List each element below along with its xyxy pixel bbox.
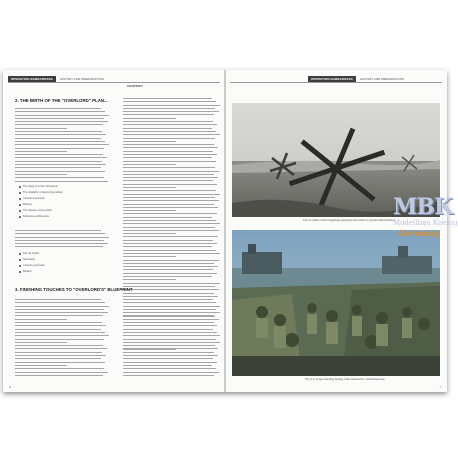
text-line [15, 171, 105, 172]
text-line [15, 233, 105, 234]
text-line [123, 375, 214, 376]
text-line [123, 269, 213, 270]
section-heading-birth-of-overlord: 2. THE BIRTH OF THE "OVERLORD" PLAN... [15, 98, 108, 103]
spine-gutter [224, 70, 226, 392]
list-item: Cotentin peninsula [19, 197, 63, 200]
text-line [123, 121, 213, 122]
bullet-icon [19, 198, 21, 200]
text-line [15, 302, 105, 303]
bullet-list-2 [19, 252, 45, 273]
text-line [15, 111, 105, 112]
text-line [123, 220, 216, 221]
list-item: Brittany [19, 203, 63, 206]
text-line [123, 105, 220, 106]
text-line [15, 312, 108, 313]
text-line [123, 210, 176, 211]
text-line [123, 325, 217, 326]
text-line [123, 322, 213, 323]
right-header-subtitle: HISTORY AND PREPARATIONS [359, 77, 405, 81]
text-line [123, 236, 218, 237]
mbk-logo-subtitle: Modellbau Koenig [393, 219, 458, 227]
mbk-watermark-logo [393, 194, 458, 238]
text-line [123, 253, 220, 254]
text-line [123, 154, 217, 155]
text-line [15, 339, 104, 340]
text-line [15, 322, 102, 323]
text-line [123, 309, 215, 310]
text-line [123, 114, 214, 115]
text-line [123, 128, 212, 129]
bullet-icon [19, 271, 21, 273]
text-line [15, 319, 67, 320]
text-line [123, 171, 219, 172]
text-line [15, 358, 101, 359]
text-line [15, 345, 103, 346]
bullet-icon [19, 216, 21, 218]
text-line [123, 157, 212, 158]
text-line [123, 147, 218, 148]
text-line [15, 299, 101, 300]
text-line [123, 246, 212, 247]
text-line [15, 151, 67, 152]
text-line [123, 134, 220, 135]
text-line [123, 197, 215, 198]
text-line [15, 348, 107, 349]
text-line [123, 230, 219, 231]
left-column-text-3 [15, 299, 109, 376]
chapter-label: CHAPTER I [127, 84, 144, 88]
text-line [15, 342, 67, 343]
text-line [123, 348, 218, 349]
mbk-logo-text: MBK [393, 194, 453, 220]
text-line [123, 204, 214, 205]
bullet-icon [19, 192, 21, 194]
text-line [123, 250, 216, 251]
text-line [123, 108, 215, 109]
text-line [123, 358, 212, 359]
text-line [123, 111, 219, 112]
text-line [15, 161, 102, 162]
text-line [15, 237, 109, 238]
text-line [123, 276, 212, 277]
text-line [123, 161, 216, 162]
text-line [15, 141, 105, 142]
text-line [123, 306, 220, 307]
text-line [15, 115, 109, 116]
list-item: The release of the pistols [19, 209, 63, 212]
section-heading-finishing-touches: 3. FINISHING TOUCHES TO "OVERLORD'S" BLUEPRINT [15, 287, 133, 292]
text-line [123, 141, 176, 142]
text-line [123, 335, 220, 336]
text-line [123, 372, 219, 373]
text-line [123, 194, 220, 195]
text-line [123, 227, 215, 228]
text-line [123, 273, 217, 274]
text-line [123, 302, 216, 303]
text-line [15, 365, 67, 366]
text-line [123, 312, 219, 313]
text-line [123, 223, 220, 224]
text-line [15, 375, 103, 376]
text-line [15, 335, 109, 336]
text-line [15, 181, 108, 182]
text-line [123, 174, 214, 175]
photo-landing-craft-troops [232, 230, 440, 376]
left-header-tag: OPERATION BARBAROSSA [8, 76, 56, 82]
text-line [15, 138, 101, 139]
text-line [15, 174, 67, 175]
text-line [15, 157, 107, 158]
text-line [123, 217, 212, 218]
text-line [123, 286, 215, 287]
left-header-subtitle: HISTORY AND PREPARATIONS [59, 77, 105, 81]
left-column-text-1 [15, 108, 109, 182]
text-line [15, 306, 109, 307]
text-line [123, 243, 217, 244]
text-line [123, 296, 218, 297]
text-line [15, 131, 102, 132]
text-line [123, 233, 176, 234]
text-line [123, 167, 215, 168]
text-line [123, 352, 213, 353]
list-item: The reliability of destroying railway [19, 191, 63, 194]
text-line [123, 362, 216, 363]
right-header-tag: OPERATION BARBAROSSA [308, 76, 356, 82]
text-line [123, 355, 217, 356]
text-line [123, 200, 219, 201]
text-line [15, 362, 105, 363]
list-item: Normandy [19, 258, 45, 261]
text-line [15, 246, 103, 247]
list-item: Defensive embrasures [19, 215, 63, 218]
landing-craft-photo-image [232, 230, 440, 376]
text-line [123, 240, 213, 241]
list-item: Brittany [19, 270, 45, 273]
bullet-icon [19, 253, 21, 255]
text-line [123, 138, 215, 139]
caption-hedgehogs: Two so-called Czech hedgehogs deployed near Calais to repulse Allied landings [303, 219, 395, 222]
text-line [123, 365, 176, 366]
text-line [123, 332, 216, 333]
right-column-text-3 [123, 299, 220, 376]
text-line [15, 121, 108, 122]
text-line [123, 164, 176, 165]
list-item: Pas de Calais [19, 252, 45, 255]
text-line [123, 118, 176, 119]
text-line [123, 279, 176, 280]
text-line [123, 319, 176, 320]
text-line [123, 131, 216, 132]
text-line [123, 184, 217, 185]
text-line [123, 190, 216, 191]
text-line [123, 263, 214, 264]
text-line [123, 342, 176, 343]
text-line [123, 213, 217, 214]
text-line [15, 240, 104, 241]
page-number-left: 6 [9, 385, 11, 389]
text-line [123, 260, 219, 261]
caption-landing-craft: The U.S. troops boarding landing crafts destined for mainland Europe [305, 378, 385, 381]
bullet-icon [19, 210, 21, 212]
text-line [123, 180, 213, 181]
text-line [123, 266, 218, 267]
text-line [123, 124, 217, 125]
text-line [123, 329, 212, 330]
text-line [15, 230, 101, 231]
text-line [15, 352, 102, 353]
text-line [15, 128, 67, 129]
text-line [15, 309, 104, 310]
bullet-icon [19, 259, 21, 261]
text-line [15, 154, 103, 155]
text-line [15, 164, 106, 165]
text-line [123, 315, 214, 316]
text-line [15, 134, 106, 135]
text-line [123, 345, 214, 346]
magazine-spread [3, 70, 458, 392]
text-line [123, 98, 212, 99]
text-line [15, 372, 108, 373]
text-line [123, 293, 214, 294]
text-line [15, 124, 103, 125]
text-line [123, 299, 212, 300]
right-header-rule [230, 82, 442, 83]
text-line [15, 118, 104, 119]
bullet-icon [19, 204, 21, 206]
page-number-right: 7 [439, 385, 441, 389]
text-line [15, 325, 106, 326]
text-line [15, 243, 108, 244]
text-line [15, 167, 101, 168]
text-line [123, 151, 213, 152]
text-line [123, 101, 216, 102]
text-line [123, 177, 218, 178]
text-line [15, 148, 104, 149]
list-item: The siege of Lower Normandy [19, 185, 63, 188]
text-line [15, 108, 101, 109]
bullet-icon [19, 186, 21, 188]
text-line [123, 207, 218, 208]
text-line [123, 339, 215, 340]
text-line [123, 368, 215, 369]
text-line [15, 329, 101, 330]
text-line [15, 177, 104, 178]
text-line [123, 187, 176, 188]
left-header-rule [8, 82, 220, 83]
left-column-text-2 [15, 230, 109, 247]
mbk-logo-country: Germany [398, 228, 440, 238]
text-line [15, 368, 104, 369]
text-line [15, 144, 109, 145]
text-line [15, 332, 105, 333]
bullet-icon [19, 265, 21, 267]
text-line [15, 315, 103, 316]
text-line [123, 289, 219, 290]
text-line [15, 355, 106, 356]
text-line [123, 144, 214, 145]
text-line [123, 256, 176, 257]
text-line [123, 283, 220, 284]
list-item: Cotentin peninsula [19, 264, 45, 267]
bullet-list-1 [19, 185, 63, 218]
